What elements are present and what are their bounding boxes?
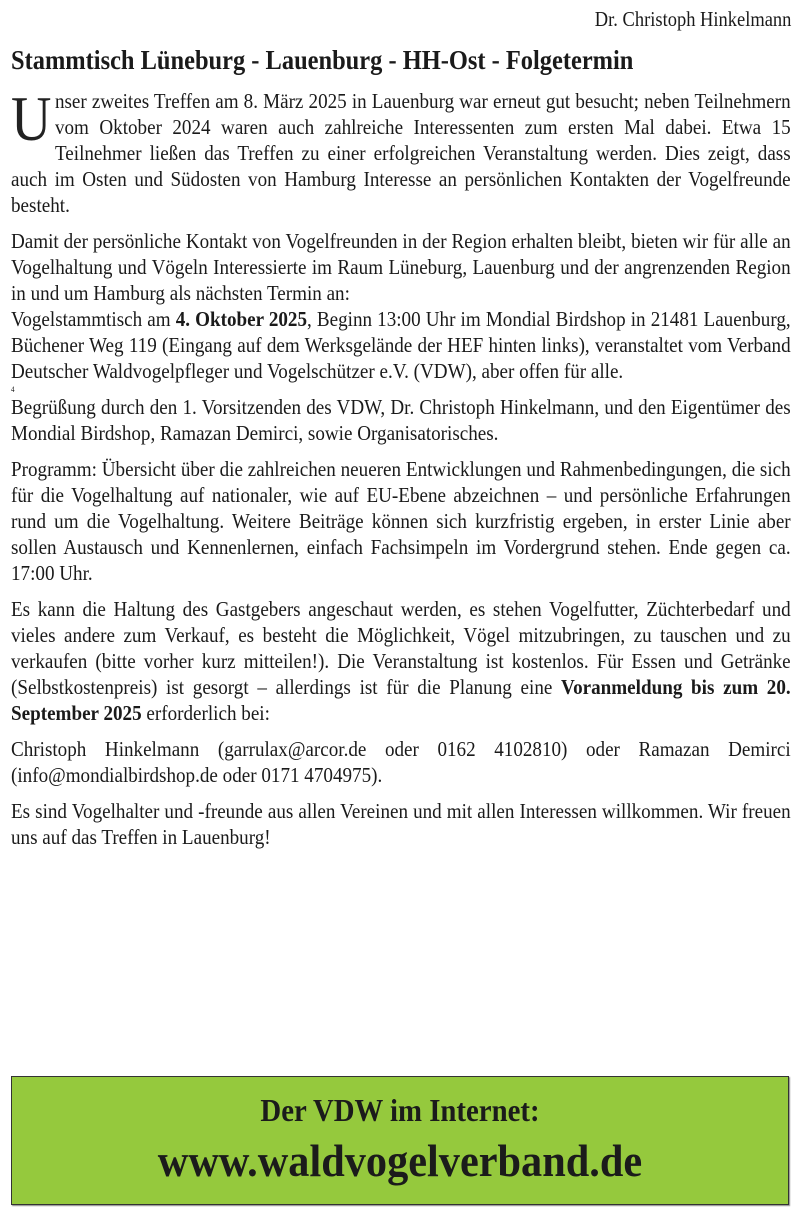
- paragraph-event-details: [11, 306, 791, 384]
- website-banner: [11, 1076, 789, 1205]
- author-name: Dr. Christoph Hinkelmann: [594, 7, 791, 31]
- website-link[interactable]: www.waldvogelverband.de: [157, 1135, 643, 1186]
- paragraph-welcome: Begrüßung durch den 1. Vorsitzenden des VDW, Dr. Christoph Hinkelmann, und den Eigentümer des Mondial Birdshop, Ramazan Demirci, sowie Organisatorisches.: [11, 395, 791, 445]
- paragraph-invitation: Damit der persönliche Kontakt von Vogelfreunden in der Region erhalten bleibt, bieten wir für alle an Vogelhaltung und Vögeln Interessierte im Raum Lüneburg, Lauenburg und der angrenzenden Region in und um Hamburg als nächsten Termin an:: [11, 229, 791, 305]
- registration-deadline: Voranmeldung bis zum 20. September 2025: [11, 675, 791, 725]
- drop-cap: U: [11, 84, 52, 154]
- registration-prefix: Es kann die Haltung des Gastgebers angeschaut werden, es stehen Vogelfutter, Züchterbedarf und vieles andere zum Verkauf, es besteht die Möglichkeit, Vögel mitzubringen, zu tauschen und zu verkaufen (bitte vorher kurz mitteilen!). Die Veranstaltung ist kostenlos. Für Essen und Getränke (Selbstkostenpreis) ist gesorgt – allerdings ist für die Planung eine: [11, 597, 791, 699]
- paragraph-registration: [11, 596, 791, 726]
- paragraph-contacts: Christoph Hinkelmann (garrulax@arcor.de oder 0162 4102810) oder Ramazan Demirci (info@mondialbirdshop.de oder 0171 4704975).: [11, 737, 791, 787]
- intro-paragraph: [11, 84, 791, 218]
- paragraph-closing: Es sind Vogelhalter und -freunde aus allen Vereinen und mit allen Interessen willkommen. Wir freuen uns auf das Treffen in Lauenburg!: [11, 799, 791, 849]
- footnote-marker: 4: [11, 385, 15, 394]
- event-date: 4. Oktober 2025: [175, 307, 308, 331]
- event-prefix: Vogelstammtisch am: [11, 307, 176, 331]
- event-suffix: , Beginn 13:00 Uhr im Mondial Birdshop in 21481 Lauenburg, Büchener Weg 119 (Eingang auf dem Werksgelände der HEF hinten links), veranstaltet vom Verband Deutscher Waldvogelpfleger und Vogelschützer e.V. (VDW), aber offen für alle.: [11, 307, 791, 383]
- article-title: Stammtisch Lüneburg - Lauenburg - HH-Ost - Folgetermin: [11, 45, 634, 75]
- intro-text: nser zweites Treffen am 8. März 2025 in Lauenburg war erneut gut besucht; neben Teilnehmern vom Oktober 2024 waren auch zahlreiche Interessenten zum ersten Mal dabei. Etwa 15 Teilnehmer ließen das Treffen zu einer erfolgreichen Veranstaltung werden. Dies zeigt, dass auch im Osten und Südosten von Hamburg Interesse an persönlichen Kontakten der Vogelfreunde besteht.: [11, 89, 791, 217]
- paragraph-program: Programm: Übersicht über die zahlreichen neueren Entwicklungen und Rahmenbedingungen, die sich für die Vogelhaltung auf nationaler, wie auf EU-Ebene abzeichnen – und persönliche Erfahrungen rund um die Vogelhaltung. Weitere Beiträge können sich kurzfristig ergeben, in erster Linie aber sollen Austausch und Kennenlernen, einfach Fachsimpeln im Vordergrund stehen. Ende gegen ca. 17:00 Uhr.: [11, 457, 791, 585]
- registration-suffix: erforderlich bei:: [141, 701, 270, 725]
- banner-title: Der VDW im Internet:: [260, 1092, 540, 1128]
- article-body: [11, 84, 791, 850]
